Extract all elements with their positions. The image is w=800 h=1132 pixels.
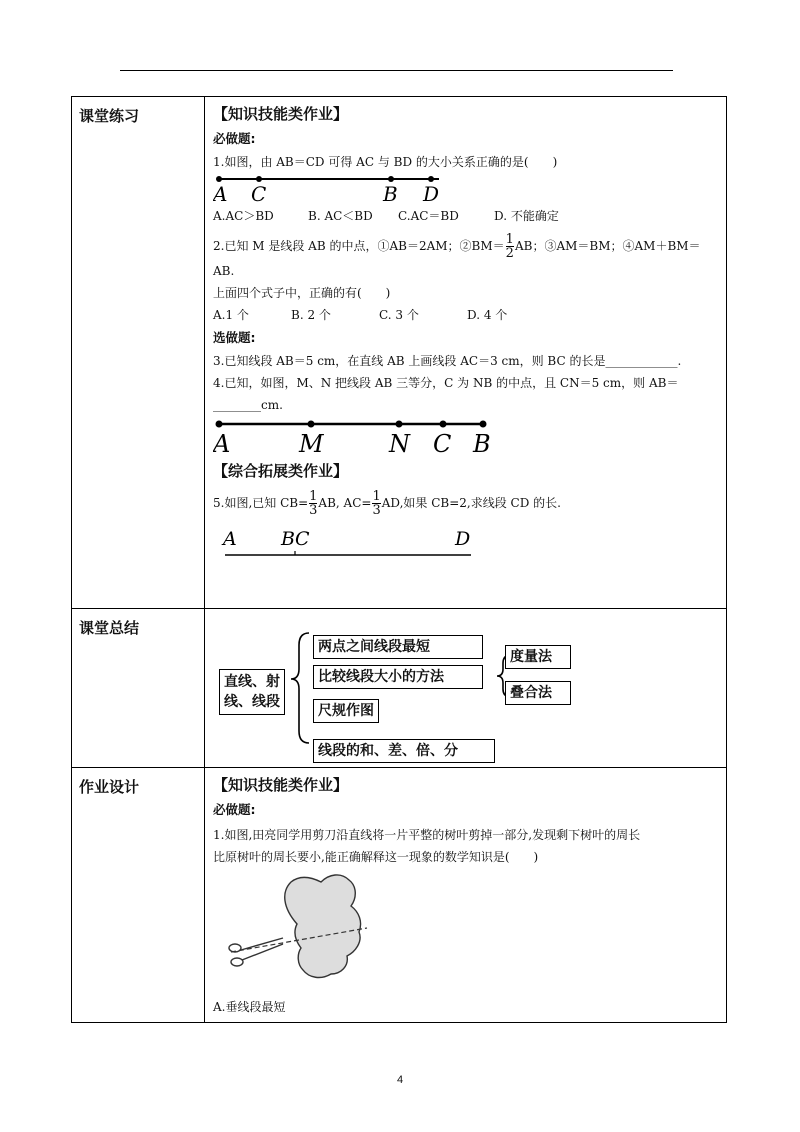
row-label-homework: 作业设计: [72, 768, 205, 1023]
row-label-summary: 课堂总结: [72, 609, 205, 768]
required-heading: 必做题:: [213, 131, 256, 146]
point-label: D: [455, 528, 471, 550]
option: C.AC＝BD: [398, 209, 459, 223]
summary-root-box: [219, 669, 285, 715]
question-5: [213, 490, 718, 517]
q5-text: 5.如图,已知 CB=: [213, 496, 309, 510]
branch-shortest-segment: 两点之间线段最短: [313, 635, 483, 659]
option: D. 不能确定: [494, 209, 559, 223]
q1-segment-figure: [213, 173, 473, 203]
point-label: A: [213, 182, 228, 203]
branch-ruler-compass: 尺规作图: [313, 699, 379, 723]
summary-diagram: [213, 613, 713, 763]
point-label: D: [423, 182, 440, 203]
scissors-icon: [229, 938, 283, 966]
fraction: $\frac{1}{3}$: [372, 489, 381, 518]
option: D. 4 个: [467, 308, 508, 322]
q2-options: [213, 304, 718, 326]
question-4-cont: ________cm.: [213, 398, 283, 412]
fraction: $\frac{1}{2}$: [505, 232, 514, 261]
root-text: 线、线段: [224, 694, 280, 710]
method-overlap: 叠合法: [505, 681, 571, 705]
homework-question-1: 1.如图,田亮同学用剪刀沿直线将一片平整的树叶剪掉一部分,发现剩下树叶的周长: [213, 828, 641, 842]
question-2-cont: 上面四个式子中，正确的有( ): [213, 286, 391, 300]
branch-compare-segments: 比较线段大小的方法: [313, 665, 483, 689]
section-title-skills: 【知识技能类作业】: [213, 105, 349, 123]
q4-segment-figure: [213, 416, 503, 456]
point-label: B: [473, 430, 491, 456]
point-label: A: [213, 430, 231, 456]
root-text: 直线、射: [224, 674, 280, 690]
method-measure: 度量法: [505, 645, 571, 669]
point-label: C: [251, 182, 267, 203]
optional-heading: 选做题:: [213, 330, 256, 345]
homework-content: [205, 768, 727, 1023]
question-1: 1.如图，由 AB＝CD 可得 AC 与 BD 的大小关系正确的是( ): [213, 155, 558, 169]
branch-sum-diff: 线段的和、差、倍、分: [313, 739, 495, 763]
table-row: [72, 609, 727, 768]
leaf-scissors-figure: [217, 868, 377, 996]
page-number: 4: [396, 1074, 404, 1086]
option: B. 2 个: [291, 308, 331, 322]
section-title-extension: 【综合拓展类作业】: [213, 462, 349, 480]
required-heading: 必做题:: [213, 802, 256, 817]
point-label: C: [433, 430, 452, 456]
homework-question-1-cont: 比原树叶的周长要小,能正确解释这一现象的数学知识是( ): [213, 850, 539, 864]
summary-content: [205, 609, 727, 768]
point-label: B: [281, 528, 295, 550]
q1-options: [213, 205, 718, 227]
q2-text: 2.已知 M 是线段 AB 的中点，①AB＝2AM；②BM＝: [213, 239, 505, 253]
q5-segment-figure: [213, 523, 493, 563]
option: C. 3 个: [379, 308, 419, 322]
table-row: [72, 768, 727, 1023]
q2-text: AB；③AM＝BM；④AM＋BM＝AB.: [213, 239, 701, 278]
fraction: $\frac{1}{3}$: [309, 489, 318, 518]
practice-content: [205, 97, 727, 609]
row-label-practice: 课堂练习: [72, 97, 205, 609]
point-label: C: [295, 528, 310, 550]
option: A.1 个: [213, 308, 249, 322]
point-label: A: [223, 528, 237, 550]
leaf-icon: [285, 875, 361, 978]
point-label: M: [299, 430, 324, 456]
q5-text: AD,如果 CB=2,求线段 CD 的长.: [381, 496, 561, 510]
lesson-table: [71, 96, 727, 1023]
table-row: [72, 97, 727, 609]
question-2: [213, 233, 718, 282]
point-label: N: [389, 430, 410, 456]
option: B. AC＜BD: [308, 209, 373, 223]
section-title-skills: 【知识技能类作业】: [213, 776, 349, 794]
point-label: B: [383, 182, 398, 203]
homework-option-a: A.垂线段最短: [213, 1000, 286, 1014]
header-rule: [120, 70, 673, 71]
question-3: 3.已知线段 AB＝5 cm，在直线 AB 上画线段 AC＝3 cm，则 BC 的长是____________.: [213, 354, 682, 368]
q5-text: AB, AC=: [318, 496, 372, 510]
option: A.AC＞BD: [213, 209, 274, 223]
question-4: 4.已知，如图，M、N 把线段 AB 三等分，C 为 NB 的中点，且 CN＝5 cm，则 AB＝: [213, 376, 679, 390]
